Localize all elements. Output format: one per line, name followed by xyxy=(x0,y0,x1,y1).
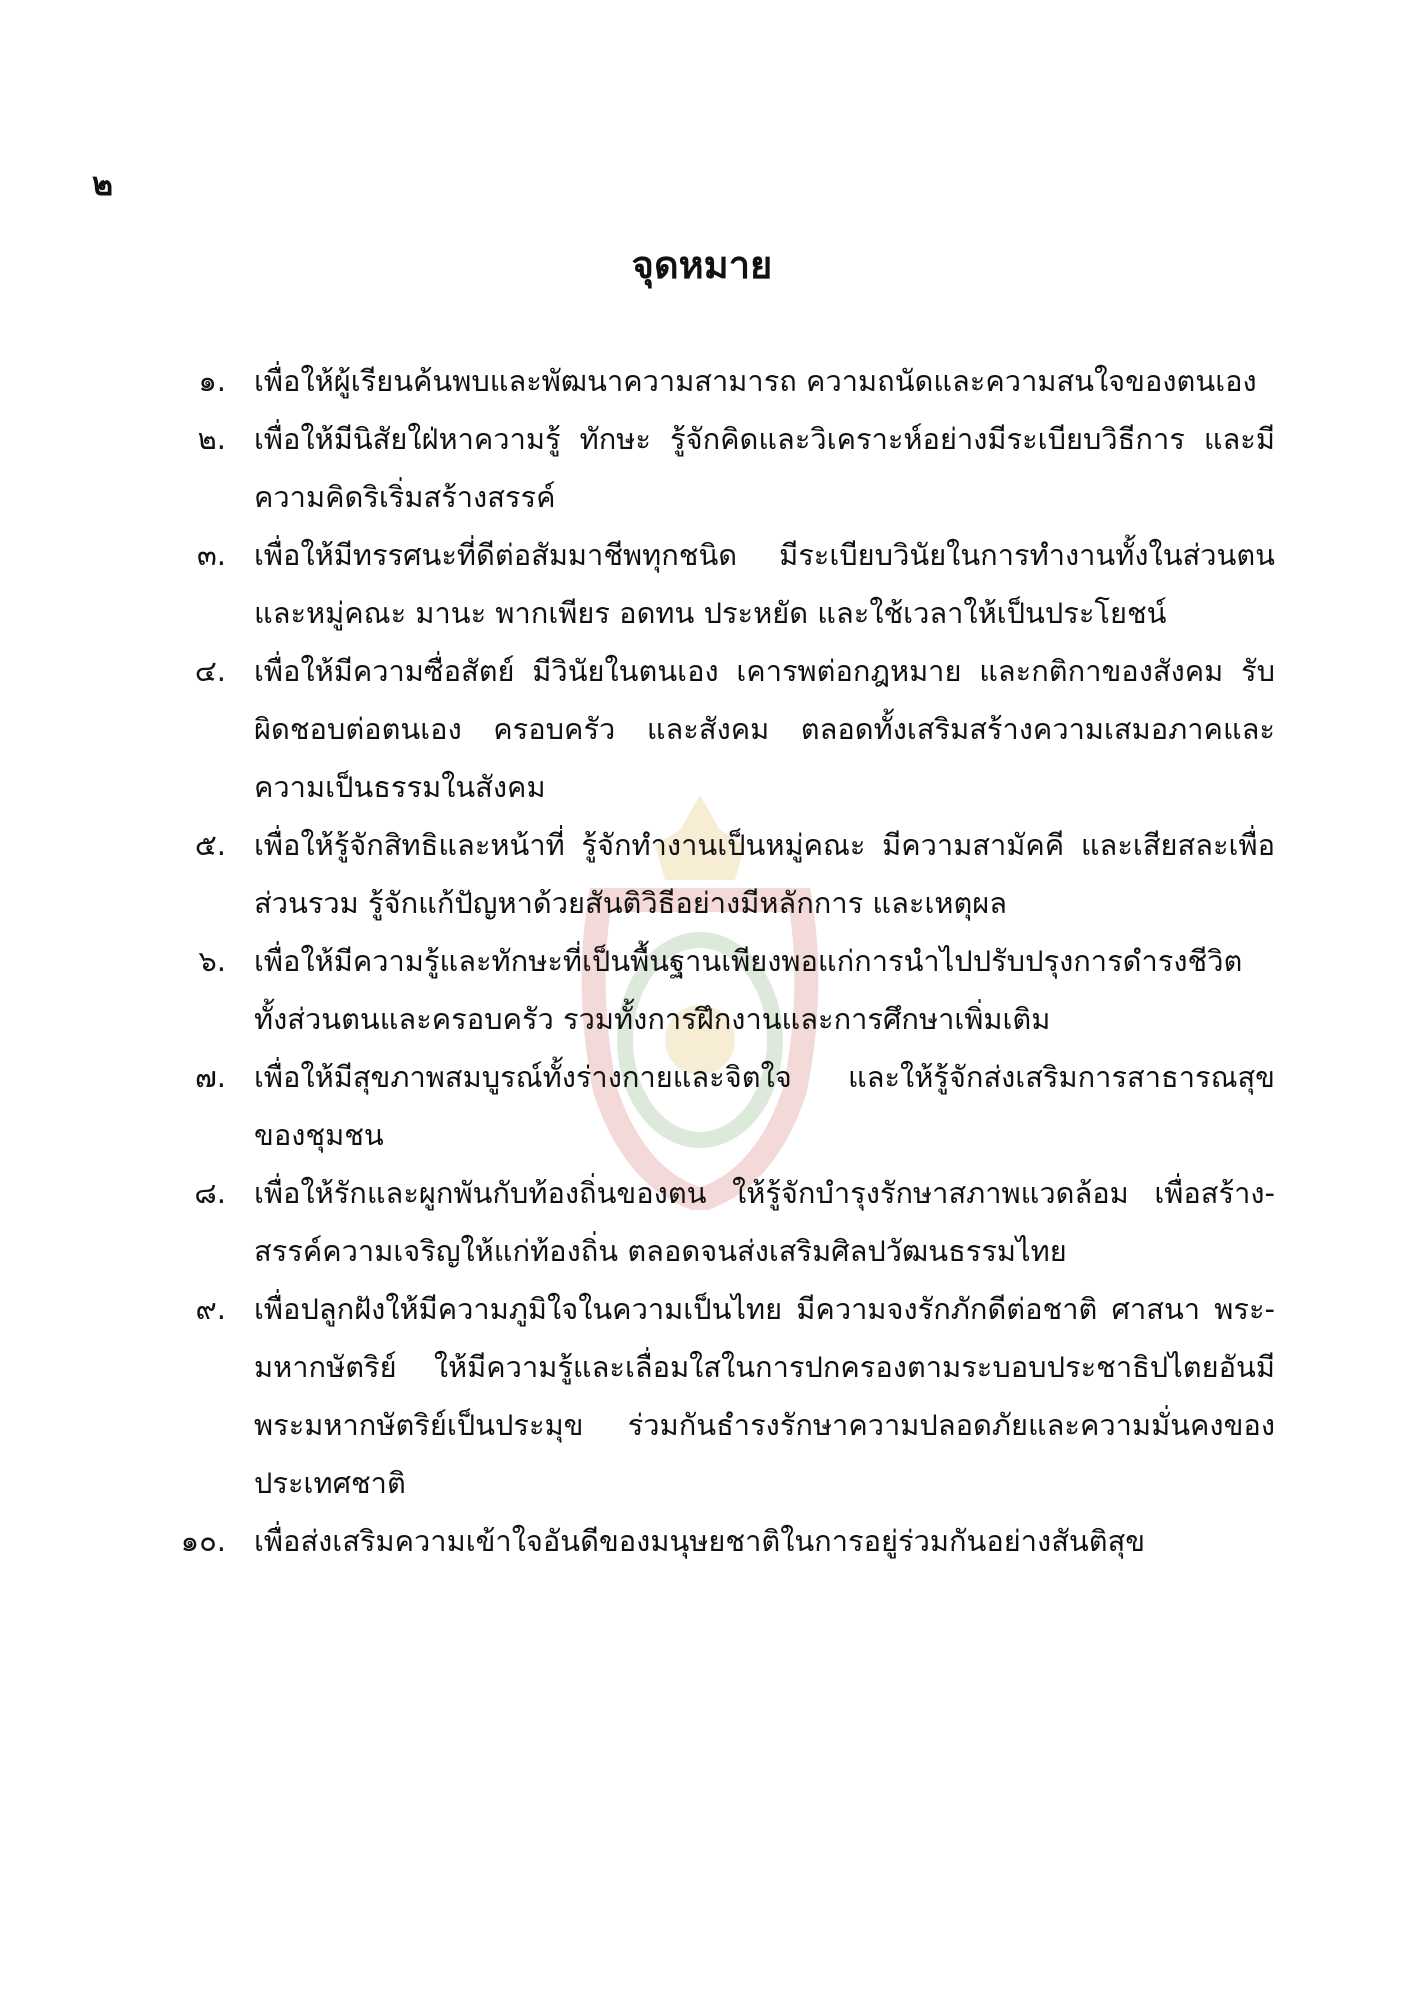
list-item xyxy=(150,410,1275,526)
list-item xyxy=(150,932,1275,1048)
list-item xyxy=(150,526,1275,642)
item-number: ๑๐. xyxy=(180,1524,226,1558)
list-item xyxy=(150,1048,1275,1164)
item-text: เพื่อให้มีความซื่อสัตย์ มีวินัยในตนเอง เคารพต่อกฎหมาย และกติกาของสังคม รับผิดชอบต่อตนเอง ครอบครัว และสังคม ตลอดทั้งเสริมสร้างความเสมอภาคและความเป็นธรรมในสังคม xyxy=(254,654,1275,804)
list-item xyxy=(150,816,1275,932)
objectives-list xyxy=(150,352,1275,1570)
item-number: ๓. xyxy=(196,538,226,572)
item-number: ๒. xyxy=(197,422,226,456)
item-number: ๙. xyxy=(195,1292,226,1326)
list-item xyxy=(150,352,1275,410)
item-text: เพื่อให้ผู้เรียนค้นพบและพัฒนาความสามารถ ความถนัดและความสนใจของตนเอง xyxy=(254,364,1257,398)
item-text: เพื่อส่งเสริมความเข้าใจอันดีของมนุษยชาติในการอยู่ร่วมกันอย่างสันติสุข xyxy=(254,1524,1146,1558)
page-number: ๒ xyxy=(92,165,114,203)
list-item xyxy=(150,1164,1275,1280)
item-text: เพื่อให้รักและผูกพันกับท้องถิ่นของตน ให้รู้จักบำรุงรักษาสภาพแวดล้อม เพื่อสร้าง-สรรค์ความเจริญให้แก่ท้องถิ่น ตลอดจนส่งเสริมศิลปวัฒนธรรมไทย xyxy=(254,1176,1275,1268)
item-number: ๖. xyxy=(198,944,226,978)
item-text: เพื่อให้มีทรรศนะที่ดีต่อสัมมาชีพทุกชนิด มีระเบียบวินัยในการทำงานทั้งในส่วนตนและหมู่คณะ มานะ พากเพียร อดทน ประหยัด และใช้เวลาให้เป็นประโยชน์ xyxy=(254,538,1275,630)
item-text: เพื่อให้รู้จักสิทธิและหน้าที่ รู้จักทำงานเป็นหมู่คณะ มีความสามัคคี และเสียสละเพื่อส่วนรวม รู้จักแก้ปัญหาด้วยสันติวิธีอย่างมีหลักการ และเหตุผล xyxy=(254,828,1275,920)
item-number: ๘. xyxy=(194,1176,226,1210)
list-item xyxy=(150,642,1275,816)
list-item xyxy=(150,1512,1275,1570)
item-number: ๔. xyxy=(194,654,226,688)
item-text: เพื่อให้มีนิสัยใฝ่หาความรู้ ทักษะ รู้จักคิดและวิเคราะห์อย่างมีระเบียบวิธีการ และมีความคิดริเริ่มสร้างสรรค์ xyxy=(254,422,1275,514)
item-text: เพื่อให้มีความรู้และทักษะที่เป็นพื้นฐานเพียงพอแก่การนำไปปรับปรุงการดำรงชีวิตทั้งส่วนตนและครอบครัว รวมทั้งการฝึกงานและการศึกษาเพิ่มเติม xyxy=(254,944,1243,1036)
item-number: ๗. xyxy=(194,1060,226,1094)
list-item xyxy=(150,1280,1275,1512)
item-text: เพื่อปลูกฝังให้มีความภูมิใจในความเป็นไทย มีความจงรักภักดีต่อชาติ ศาสนา พระ-มหากษัตริย์ ให้มีความรู้และเลื่อมใสในการปกครองตามระบอบประชาธิปไตยอันมีพระมหากษัตริย์เป็นประมุข ร่วมกันธำรงรักษาความปลอดภัยและความมั่นคงของประเทศชาติ xyxy=(254,1292,1275,1500)
page-title: จุดหมาย xyxy=(631,243,773,287)
item-number: ๕. xyxy=(194,828,226,862)
item-text: เพื่อให้มีสุขภาพสมบูรณ์ทั้งร่างกายและจิตใจ และให้รู้จักส่งเสริมการสาธารณสุขของชุมชน xyxy=(254,1060,1275,1152)
item-number: ๑. xyxy=(198,364,226,398)
